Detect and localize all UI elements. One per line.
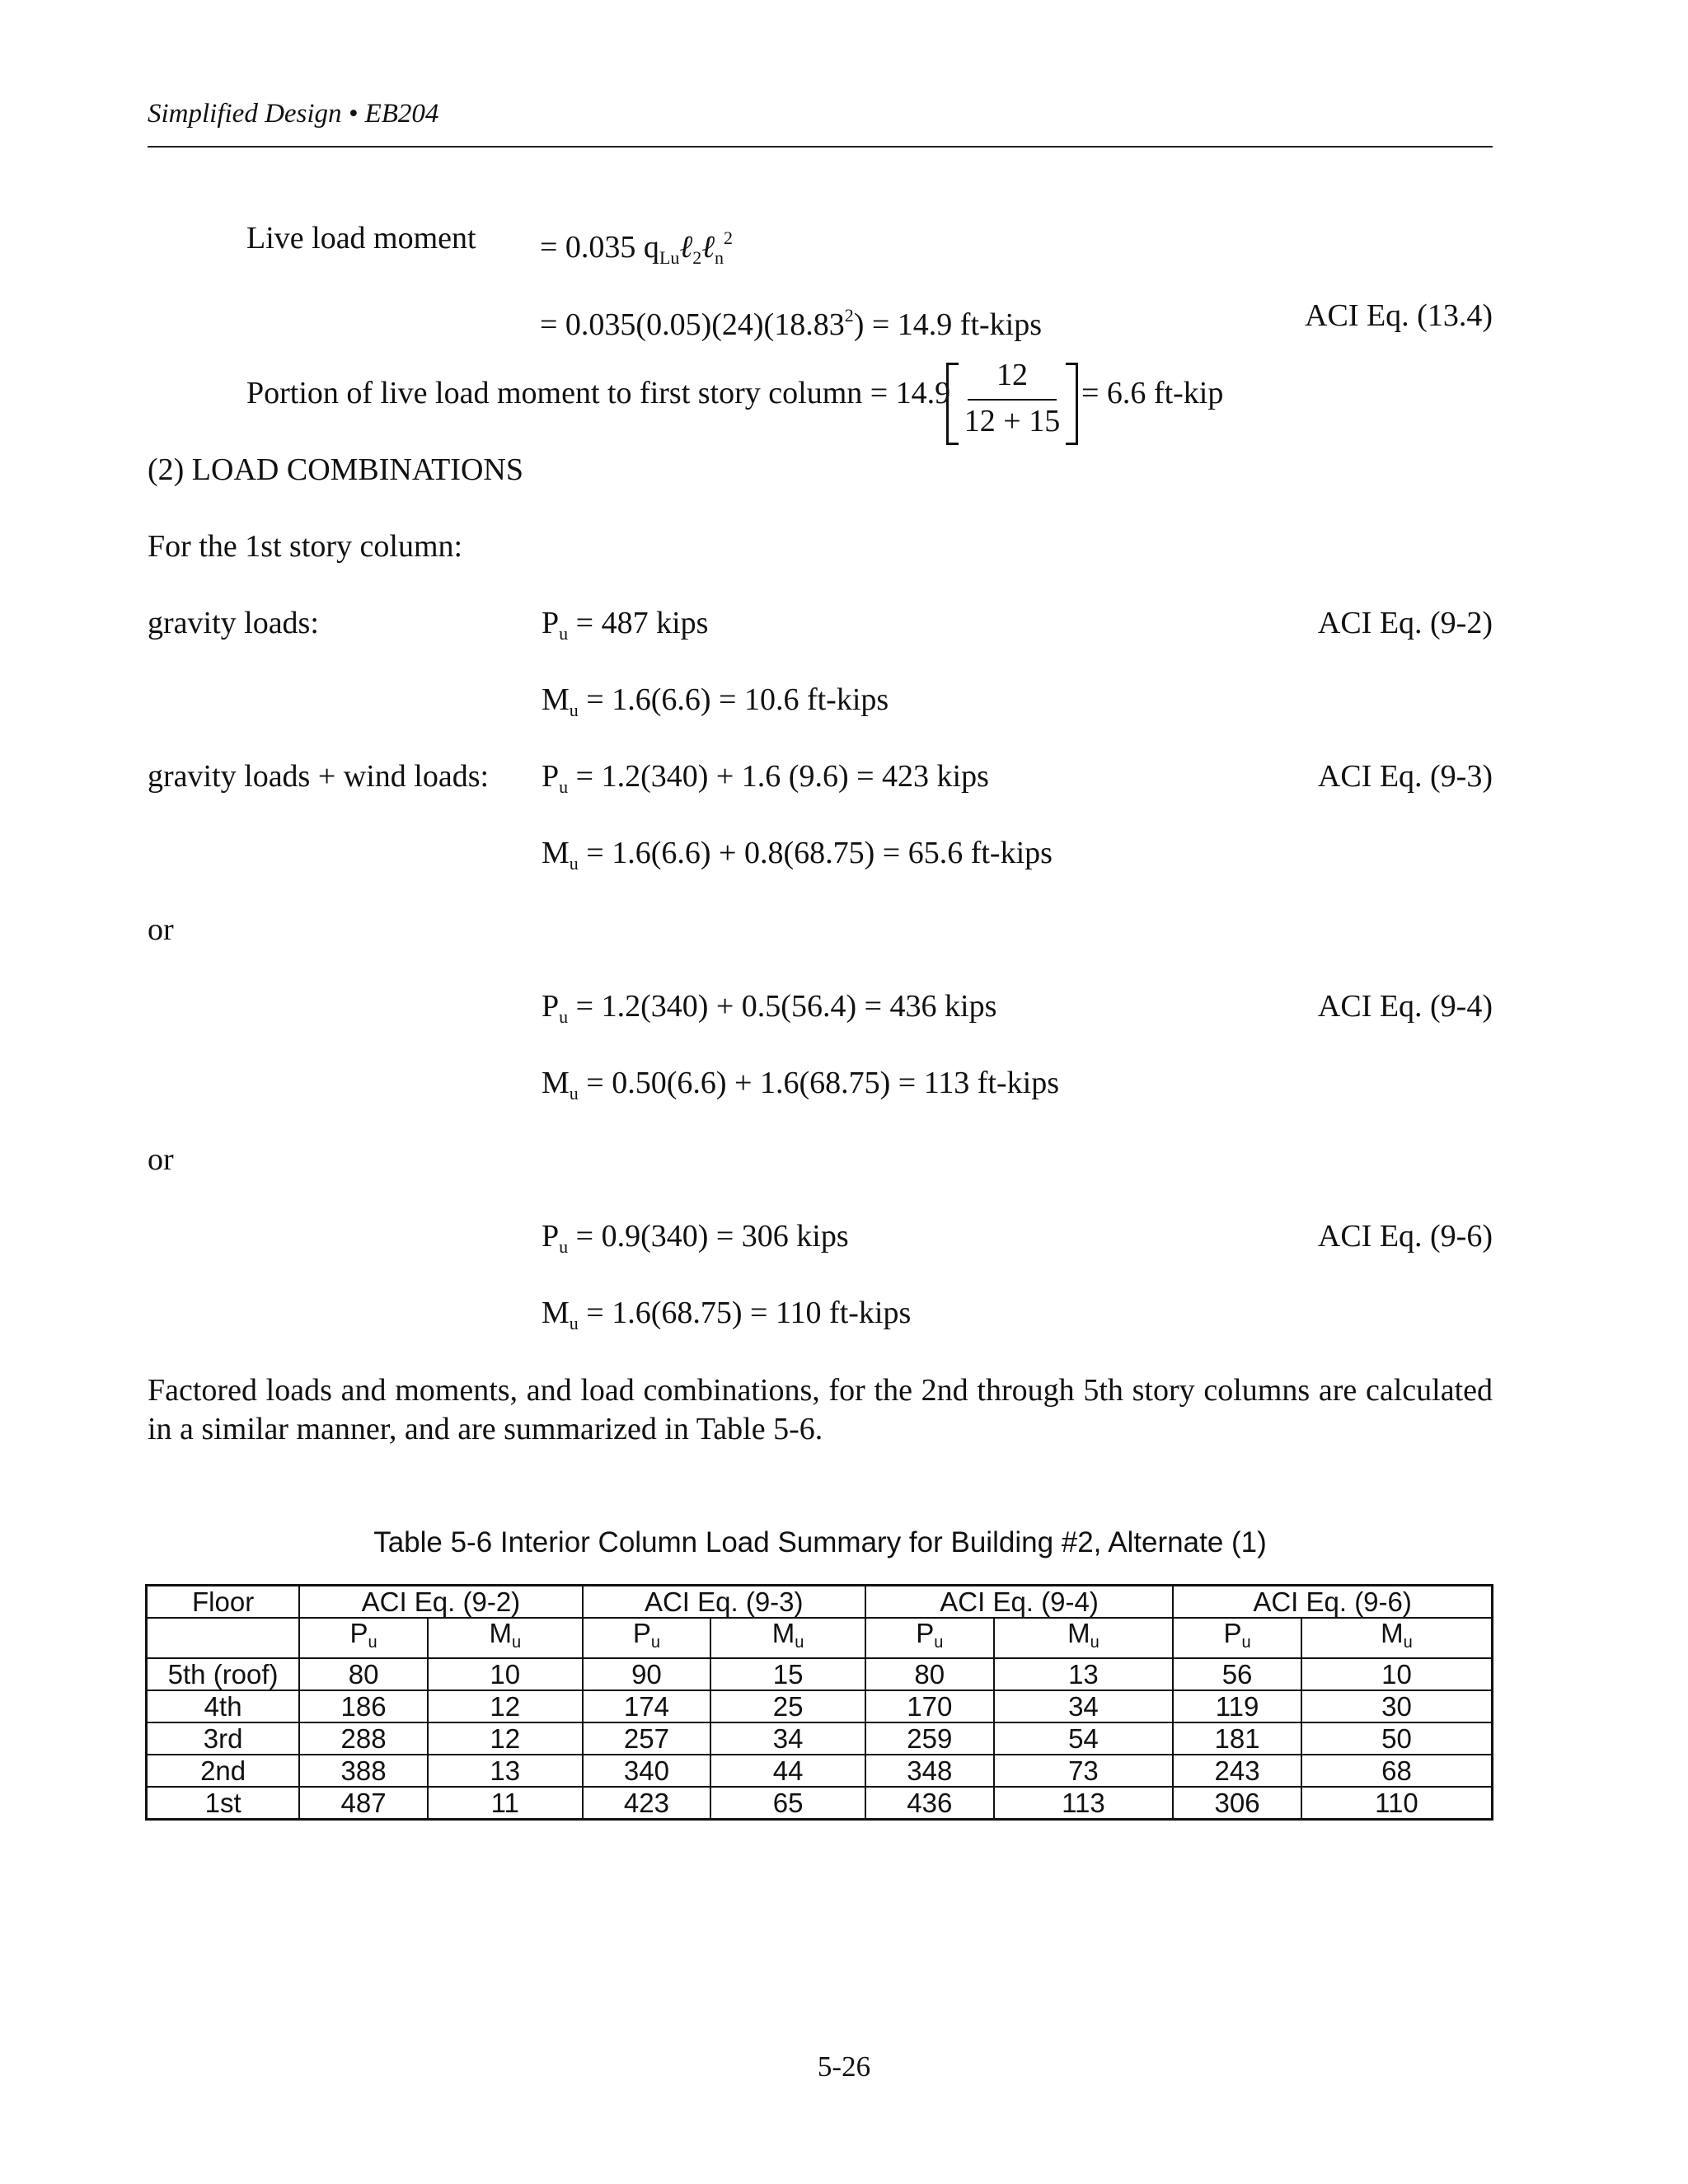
var-p: P [542,606,560,640]
table-cell: 4th [147,1690,300,1722]
table-row [147,1690,1493,1722]
table-cell: 13 [428,1755,583,1787]
eq-9-2-pu-value: = 487 kips [568,606,709,640]
table-cell: 5th (roof) [147,1658,300,1690]
var-m: M [542,836,570,870]
portion-text: Portion of live load moment to first story column = 14.9 [246,376,951,410]
table-cell: 259 [865,1722,994,1755]
eq-9-6-pu-value: = 0.9(340) = 306 kips [568,1219,849,1254]
table-cell: 110 [1301,1787,1493,1820]
subheader-mu: $M_u$ [1301,1618,1493,1658]
var-p: P [542,759,560,794]
table-cell: 34 [710,1722,865,1755]
subheader-pu: $P_u$ [865,1618,994,1658]
table-cell: 487 [299,1787,428,1820]
var-subscript: u [569,1083,579,1104]
portion-result: = 6.6 ft-kip [1081,376,1224,410]
table-cell: 25 [710,1690,865,1722]
table-header-row [147,1586,1493,1619]
table-cell: 13 [994,1658,1174,1690]
table-cell: 1st [147,1787,300,1820]
group-header-9-2: ACI Eq. (9-2) [299,1586,582,1619]
live-load-equation-1 [540,219,733,277]
eq-9-6-mu-value: = 1.6(68.75) = 110 ft-kips [578,1296,912,1330]
table-cell: 113 [994,1787,1174,1820]
table-cell: 30 [1301,1690,1493,1722]
group-header-9-4: ACI Eq. (9-4) [865,1586,1173,1619]
or-separator-2: or [148,1142,174,1177]
table-cell: 12 [428,1690,583,1722]
right-bracket [1066,363,1078,445]
fraction-numerator: 12 [996,358,1028,392]
group-header-9-6: ACI Eq. (9-6) [1173,1586,1492,1619]
table-row [147,1658,1493,1690]
table-cell: 80 [299,1658,428,1690]
table-cell: 306 [1173,1787,1301,1820]
eq1-q-subscript: Lu [659,247,680,268]
var-subscript: u [559,1006,569,1027]
var-m: M [542,1296,570,1330]
var-p: P [542,989,560,1024]
table-cell: 15 [710,1658,865,1690]
gravity-loads-label: gravity loads: [148,606,319,640]
eq-9-6-mu [542,1294,911,1343]
table-cell: 10 [1301,1658,1493,1690]
eq1-ell-n: ℓ [701,230,715,265]
eq-9-2-pu [542,604,708,653]
load-summary-table [145,1584,1493,1821]
table-cell: 65 [710,1787,865,1820]
table-cell: 54 [994,1722,1174,1755]
var-m: M [542,1066,570,1100]
var-subscript: u [569,700,579,720]
table-row [147,1787,1493,1820]
eq-9-6-pu [542,1217,849,1266]
table-cell: 3rd [147,1722,300,1755]
page-number: 5-26 [817,2050,871,2083]
group-header-9-3: ACI Eq. (9-3) [583,1586,865,1619]
table-cell: 388 [299,1755,428,1787]
eq-9-4-pu-value: = 1.2(340) + 0.5(56.4) = 436 kips [568,989,997,1024]
subheader-mu: $M_u$ [994,1618,1174,1658]
live-load-label: Live load moment [246,221,476,255]
eq-13-4-reference: ACI Eq. (13.4) [1305,298,1493,333]
table-cell: 119 [1173,1690,1301,1722]
fraction-bar [968,399,1057,401]
table-cell: 12 [428,1722,583,1755]
table-cell: 340 [583,1755,711,1787]
section-intro: For the 1st story column: [148,529,463,564]
eq-9-6-reference: ACI Eq. (9-6) [1317,1219,1493,1254]
eq-9-2-reference: ACI Eq. (9-2) [1317,606,1493,640]
table-cell: 174 [583,1690,711,1722]
table-cell: 186 [299,1690,428,1722]
subheader-pu: $P_u$ [299,1618,428,1658]
table-cell: 423 [583,1787,711,1820]
table-cell: 44 [710,1755,865,1787]
table-cell: 50 [1301,1722,1493,1755]
table-cell: 2nd [147,1755,300,1787]
eq1-ell-2: ℓ [679,230,693,265]
floor-header: Floor [147,1586,300,1619]
table-row [147,1755,1493,1787]
left-bracket [946,363,959,445]
eq-9-3-mu [542,834,1053,883]
table-cell: 11 [428,1787,583,1820]
var-subscript: u [569,1313,579,1333]
eq-9-4-pu [542,987,996,1036]
live-load-equation-2 [540,297,1042,344]
eq2-suffix: ) = 14.9 ft-kips [853,307,1042,342]
table-cell: 73 [994,1755,1174,1787]
eq-9-2-mu [542,681,889,729]
var-subscript: u [569,853,579,874]
or-separator-1: or [148,912,174,947]
subheader-pu: $P_u$ [1173,1618,1301,1658]
table-cell: 348 [865,1755,994,1787]
table-cell: 68 [1301,1755,1493,1787]
header-rule [148,146,1493,148]
var-m: M [542,682,570,717]
eq1-ell-2-subscript: 2 [692,247,702,268]
eq2-prefix: = 0.035(0.05)(24)(18.83 [540,307,845,342]
eq-9-3-pu-value: = 1.2(340) + 1.6 (9.6) = 423 kips [568,759,989,794]
table-cell: 436 [865,1787,994,1820]
table-cell: 90 [583,1658,711,1690]
floor-subheader-blank [147,1618,300,1658]
table-subheader-row [147,1618,1493,1658]
eq-9-4-reference: ACI Eq. (9-4) [1317,989,1493,1024]
eq-9-3-mu-value: = 1.6(6.6) + 0.8(68.75) = 65.6 ft-kips [578,836,1053,870]
table-cell: 56 [1173,1658,1301,1690]
eq-9-2-mu-value: = 1.6(6.6) = 10.6 ft-kips [578,682,889,717]
eq1-ell-n-subscript: n [715,247,724,268]
running-header: Simplified Design • EB204 [148,99,439,129]
subheader-pu: $P_u$ [583,1618,711,1658]
eq1-superscript: 2 [724,227,734,248]
section-heading: (2) LOAD COMBINATIONS [148,452,523,487]
summary-paragraph: Factored loads and moments, and load combinations, for the 2nd through 5th story columns are calculated in a similar manner, and are summarized in Table 5-6. [148,1373,1493,1446]
subheader-mu: $M_u$ [428,1618,583,1658]
table-title: Table 5-6 Interior Column Load Summary for Building #2, Alternate (1) [373,1526,1267,1558]
table-cell: 288 [299,1722,428,1755]
distribution-fraction [946,356,1078,445]
eq-9-4-mu-value: = 0.50(6.6) + 1.6(68.75) = 113 ft-kips [578,1066,1060,1100]
table-cell: 34 [994,1690,1174,1722]
table-cell: 181 [1173,1722,1301,1755]
table-cell: 10 [428,1658,583,1690]
subheader-mu: $M_u$ [710,1618,865,1658]
table-cell: 80 [865,1658,994,1690]
var-p: P [542,1219,560,1254]
table-cell: 257 [583,1722,711,1755]
table-row [147,1722,1493,1755]
eq-9-3-pu [542,757,989,806]
eq-9-3-reference: ACI Eq. (9-3) [1317,759,1493,794]
var-subscript: u [559,776,569,797]
eq-9-4-mu [542,1064,1059,1113]
table-cell: 170 [865,1690,994,1722]
gravity-wind-label: gravity loads + wind loads: [148,759,490,794]
var-subscript: u [559,623,569,644]
var-subscript: u [559,1236,569,1257]
fraction-denominator: 12 + 15 [964,404,1061,438]
eq1-prefix: = 0.035 q [540,230,659,265]
eq2-superscript: 2 [844,305,854,326]
table-cell: 243 [1173,1755,1301,1787]
